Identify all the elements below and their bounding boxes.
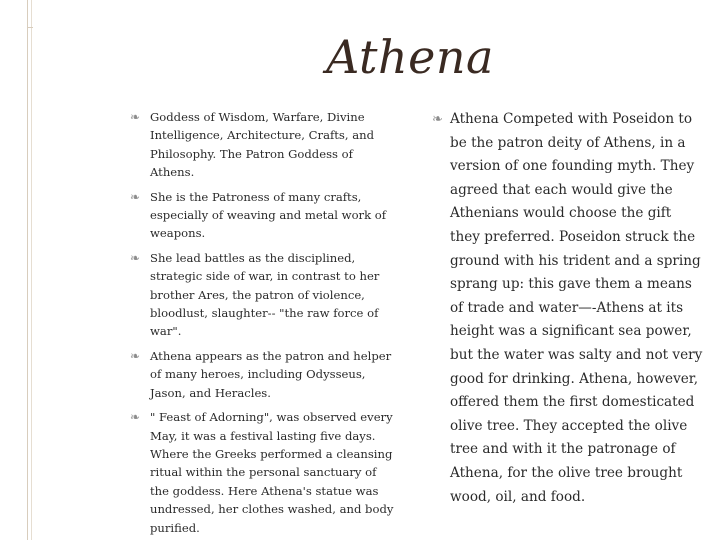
list-item-text: She lead battles as the disciplined, strategic side of war, in contrast to her brother Ares, the patron of violence, bloodlust, slaughter-- "the raw force of war". [150,250,380,339]
leaf-bullet-icon: ❧ [130,348,141,363]
list-item-text: Athena Competed with Poseidon to be the patron deity of Athens, in a version of one founding myth. They agreed that each would give the Athenians would choose the gift they preferred. Poseidon struck the ground with his trident and a spring sprang up: this gave them a means of trade and water—-Athens at its height was a significant sea power, but the water was salty and not very good for drinking. Athena, however, offered them the first domesticated olive tree. They accepted the olive tree and with it the patronage of Athena, for the olive tree brought wood, oil, and food. [450,111,703,505]
slide-title: Athena [326,30,494,84]
leaf-bullet-icon: ❧ [130,410,141,425]
leaf-bullet-icon: ❧ [130,250,141,265]
right-bullet-list [432,108,704,509]
left-bullet-list [130,108,398,540]
leaf-bullet-icon: ❧ [130,189,141,204]
list-item [432,108,704,509]
leaf-bullet-icon: ❧ [432,112,443,127]
list-item-text: She is the Patroness of many crafts, especially of weaving and metal work of weapons. [150,189,387,241]
list-item [130,188,398,243]
list-item-text: Goddess of Wisdom, Warfare, Divine Intelligence, Architecture, Crafts, and Philosophy. The Patron Goddess of Athens. [150,110,375,180]
list-item [130,108,398,182]
list-item [130,408,398,537]
frame-tick [27,27,33,28]
list-item [130,249,398,341]
list-item [130,347,398,402]
list-item-text: " Feast of Adorning", was observed every May, it was a festival lasting five days. Where the Greeks performed a cleansing ritual within the personal sanctuary of the goddess. Here Athena's statue was undressed, her clothes washed, and body purified. [150,410,394,535]
list-item-text: Athena appears as the patron and helper of many heroes, including Odysseus, Jason, and Heracles. [150,348,392,400]
leaf-bullet-icon: ❧ [130,110,141,124]
